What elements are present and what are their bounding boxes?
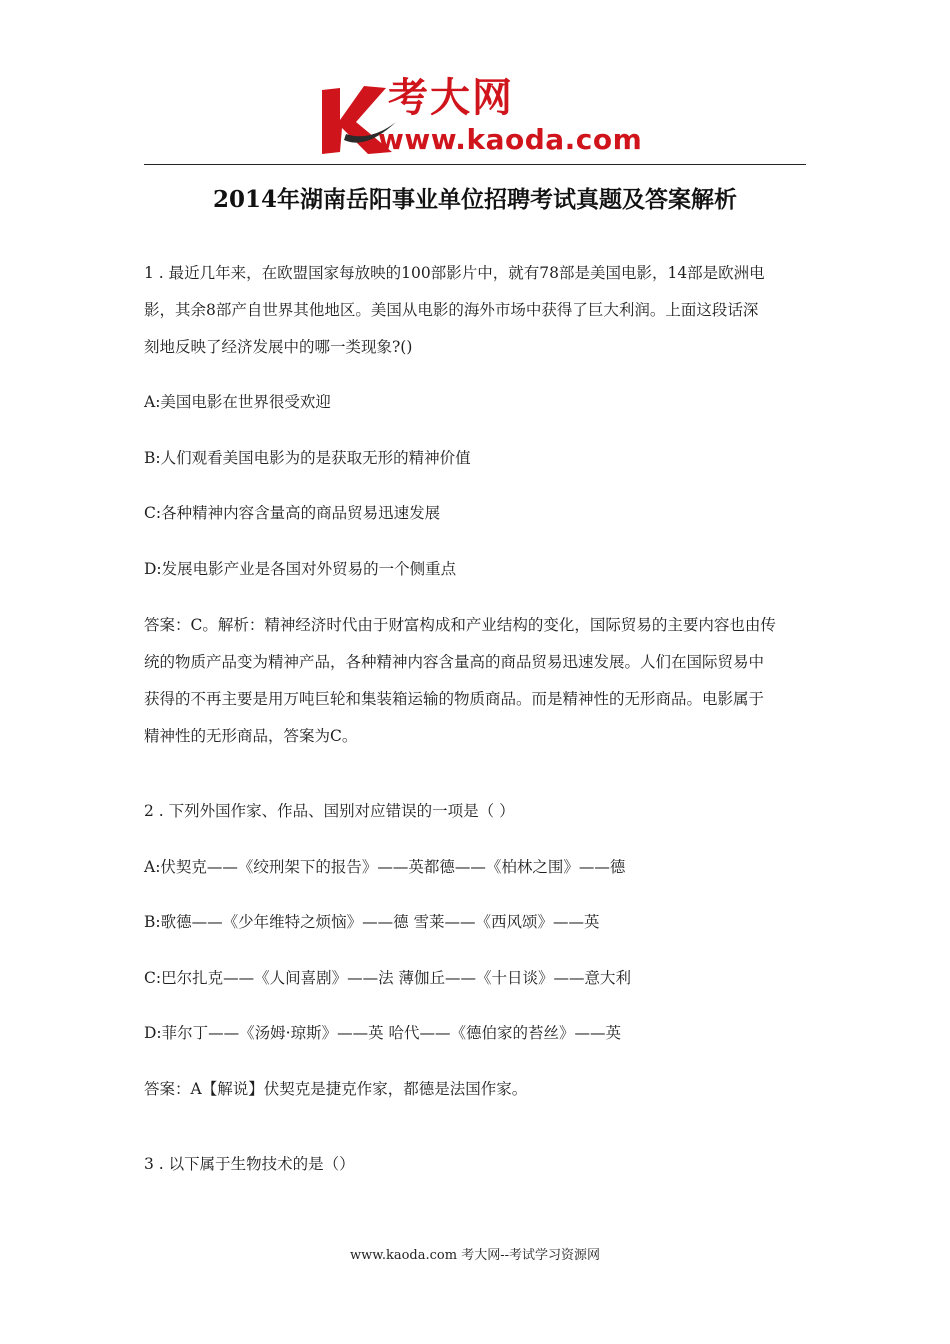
question-1-stem	[144, 255, 808, 366]
question-1-option-d: D:发展电影产业是各国对外贸易的一个侧重点	[144, 560, 457, 578]
question-2-answer: 答案：A【解说】伏契克是捷克作家，都德是法国作家。	[144, 1080, 528, 1098]
question-1-option-b: B:人们观看美国电影为的是获取无形的精神价值	[144, 449, 471, 467]
question-2-option-c: C:巴尔扎克——《人间喜剧》——法 薄伽丘——《十日谈》——意大利	[144, 969, 632, 987]
question-1-option-a: A:美国电影在世界很受欢迎	[144, 393, 331, 411]
kaoda-logo[interactable]	[318, 75, 648, 160]
question-1-answer-line: 精神性的无形商品，答案为C。	[144, 727, 358, 745]
question-2-option-d: D:菲尔丁——《汤姆·琼斯》——英 哈代——《德伯家的苔丝》——英	[144, 1024, 622, 1042]
page-title: 2014年湖南岳阳事业单位招聘考试真题及答案解析	[212, 186, 737, 213]
question-1-option-c: C:各种精神内容含量高的商品贸易迅速发展	[144, 504, 441, 522]
question-1-stem-line: 影，其余8部产自世界其他地区。美国从电影的海外市场中获得了巨大利润。上面这段话深	[144, 301, 759, 319]
question-3-stem: 3 . 以下属于生物技术的是（）	[144, 1155, 355, 1173]
question-1-answer	[144, 607, 808, 755]
page-footer[interactable]: www.kaoda.com 考大网--考试学习资源网	[350, 1248, 600, 1263]
question-1-answer-line: 答案：C。解析：精神经济时代由于财富构成和产业结构的变化，国际贸易的主要内容也由传	[144, 616, 776, 634]
question-2-option-b: B:歌德——《少年维特之烦恼》——德 雪莱——《西风颂》——英	[144, 913, 600, 931]
question-1-stem-line: 刻地反映了经济发展中的哪一类现象?()	[144, 338, 413, 356]
header-divider	[144, 164, 806, 165]
logo-chinese-name: 考大网	[388, 75, 514, 121]
logo-url: www.kaoda.com	[378, 123, 643, 156]
question-2-stem: 2 . 下列外国作家、作品、国别对应错误的一项是（ ）	[144, 802, 515, 820]
question-2-option-a: A:伏契克——《绞刑架下的报告》——英都德——《柏林之围》——德	[144, 858, 626, 876]
question-1-answer-line: 获得的不再主要是用万吨巨轮和集装箱运输的物质商品。而是精神性的无形商品。电影属于	[144, 690, 765, 708]
question-1-stem-line: 1 . 最近几年来，在欧盟国家每放映的100部影片中，就有78部是美国电影，14部是欧洲电	[144, 264, 765, 282]
question-1-answer-line: 统的物质产品变为精神产品，各种精神内容含量高的商品贸易迅速发展。人们在国际贸易中	[144, 653, 765, 671]
